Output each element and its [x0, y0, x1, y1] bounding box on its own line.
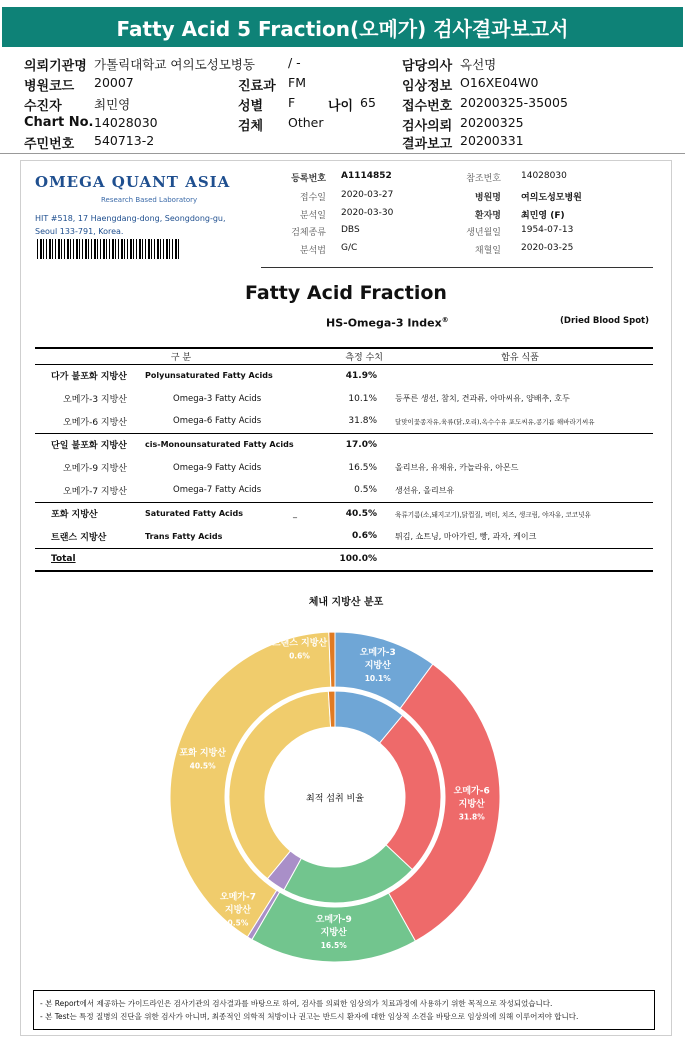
omega7-food: 생선유, 올리브유 [395, 485, 455, 495]
collected-label: 채혈일 [474, 246, 501, 256]
specimen-value: Other [288, 115, 324, 130]
hospital-value: 여의도성모병원 [521, 193, 582, 203]
analyzed-value: 2020-03-30 [341, 208, 394, 218]
omega6-food: 달맞이꽃종자유,육류(닭,오리),옥수수유 포도씨유,콩기름 해바라기씨유 [395, 417, 595, 426]
slice-label-오메가-3-지방산: 오메가-3 [359, 647, 396, 658]
slice-label-포화-지방산: 포화 지방산 [179, 748, 226, 759]
request-label: 검사의뢰 [402, 119, 453, 134]
chart-no-value: 14028030 [94, 115, 158, 130]
dept-value: FM [288, 75, 306, 90]
omega6-en: Omega-6 Fatty Acids [173, 416, 262, 427]
omega3-value: 10.1% [348, 393, 377, 404]
doctor-value: 옥선명 [460, 57, 497, 72]
report-title: Fatty Acid 5 Fraction(오메가) 검사결과보고서 [116, 16, 569, 41]
sfa-food: 육류기름(소,돼지고기),닭껍질, 버터, 치즈, 생크림, 야자유, 코코넛유 [387, 502, 653, 525]
info-divider [0, 153, 685, 154]
patient-info [0, 52, 685, 152]
ref-no-value: 14028030 [521, 171, 567, 181]
hospital-label: 병원명 [474, 193, 501, 203]
slice-value-포화-지방산: 40.5% [189, 761, 216, 771]
patient-value: 최민영 (F) [521, 211, 565, 221]
slice-value-트랜스-지방산: 0.6% [289, 651, 310, 661]
hospital-code-value: 20007 [94, 75, 134, 90]
center-label: 최적 섭취 비율 [306, 794, 364, 804]
dob-value: 1954-07-13 [521, 225, 574, 235]
col-category: 구 분 [35, 348, 327, 364]
omega9-ko: 오메가-9 지방산 [63, 464, 127, 474]
omega9-value: 16.5% [348, 462, 377, 473]
mufa-en: cis-Monounsaturated Fatty Acids [145, 433, 327, 456]
reg-no-label: 등록번호 [291, 174, 326, 184]
omega6-value: 31.8% [348, 416, 377, 427]
omega7-value: 0.5% [354, 485, 377, 496]
age-label: 나이 [328, 99, 354, 114]
omega3-en: Omega-3 Fatty Acids [173, 393, 262, 404]
total-value: 100.0% [327, 548, 387, 571]
result-value: 20200331 [460, 133, 524, 148]
disclaimer-line-2: - 본 Test는 특정 질병의 진단을 위한 검사가 아니며, 최종적인 의학적 처방이나 권고는 반드시 환자에 대한 임상적 소견을 바탕으로 임상의에 의해 이루어져야 합니다. [40, 1012, 579, 1021]
col-food: 함유 식품 [387, 348, 653, 364]
specimen-note: (Dried Blood Spot) [560, 316, 649, 326]
address-line-2: Seoul 133-791, Korea. [35, 227, 124, 236]
tfa-en: Trans Fatty Acids [145, 531, 223, 541]
fatty-acid-donut-chart [21, 161, 673, 981]
lab-report [20, 160, 672, 1036]
omega3-food: 등푸른 생선, 참치, 견과류, 아마씨유, 양배추, 호두 [395, 394, 570, 403]
chart-title: 체내 지방산 분포 [308, 597, 384, 608]
clinical-label: 임상정보 [402, 79, 453, 94]
receipt-value: 20200325-35005 [460, 95, 568, 110]
request-value: 20200325 [460, 115, 524, 130]
analyzed-label: 분석일 [299, 211, 326, 221]
ward-value: / - [288, 55, 301, 70]
sfa-ko: 포화 지방산 [35, 502, 145, 525]
slice-label-오메가-9-지방산: 지방산 [320, 927, 347, 938]
collected-value: 2020-03-25 [521, 243, 574, 253]
received-value: 2020-03-27 [341, 190, 394, 200]
slice-value-오메가-3-지방산: 10.1% [364, 673, 391, 683]
mufa-value: 17.0% [327, 433, 387, 456]
slice-label-오메가-7-지방산: 오메가-7 [219, 892, 257, 903]
slice-label-오메가-6-지방산: 오메가-6 [453, 786, 490, 797]
omega6-ko: 오메가-6 지방산 [63, 417, 127, 428]
sample-type-label: 검체종류 [291, 228, 326, 238]
sex-label: 성별 [238, 99, 264, 114]
tfa-food: 튀김, 쇼트닝, 마아가린, 빵, 과자, 케이크 [395, 531, 537, 541]
total-label: Total [51, 554, 76, 565]
tfa-ko: 트랜스 지방산 [51, 532, 107, 543]
specimen-label: 검체 [238, 119, 264, 134]
logo-tagline: Research Based Laboratory [101, 196, 198, 204]
slice-value-오메가-6-지방산: 31.8% [458, 812, 485, 822]
slice-value-오메가-7-지방산: 0.5% [227, 918, 249, 928]
subtitle-text: HS-Omega-3 Index [326, 316, 442, 330]
pufa-en: Polyunsaturated Fatty Acids [145, 364, 327, 387]
ref-no-label: 참조번호 [466, 174, 501, 184]
doc-title: Fatty Acid Fraction [245, 282, 447, 304]
result-label: 결과보고 [402, 137, 453, 152]
disclaimer-line-1: - 본 Report에서 제공하는 가이드라인은 검사기관의 검사결과를 바탕으로 하여, 검사를 의뢰한 임상의가 치료과정에 사용하기 위한 목적으로 작성되었습니다. [40, 999, 553, 1008]
sfa-mark: _ [293, 509, 297, 519]
tfa-value: 0.6% [352, 531, 377, 542]
resident-label: 주민번호 [24, 137, 75, 152]
receipt-label: 접수번호 [402, 99, 453, 114]
pufa-ko: 다가 불포화 지방산 [35, 364, 145, 387]
report-title-bar [2, 7, 683, 47]
slice-label-오메가-3-지방산: 지방산 [364, 660, 391, 671]
clinical-value: O16XE04W0 [460, 75, 539, 90]
doctor-label: 담당의사 [402, 59, 453, 74]
examinee-label: 수진자 [24, 99, 62, 114]
omega7-en: Omega-7 Fatty Acids [173, 485, 262, 496]
mufa-ko: 단일 불포화 지방산 [35, 433, 145, 456]
dept-label: 진료과 [238, 79, 276, 94]
sex-value: F [288, 95, 296, 110]
sfa-value: 40.5% [327, 502, 387, 525]
address-line-1: HIT #518, 17 Haengdang-dong, Seongdong-gu, [35, 214, 226, 223]
method-label: 분석법 [299, 246, 326, 256]
disclaimer-box [33, 990, 655, 1030]
omega3-ko: 오메가-3 지방산 [63, 395, 127, 405]
method-value: G/C [341, 243, 358, 253]
institution-label: 의뢰기관명 [24, 59, 87, 74]
resident-value: 540713-2 [94, 133, 155, 148]
dob-label: 생년월일 [466, 228, 501, 238]
received-label: 접수일 [299, 193, 326, 203]
age-value: 65 [360, 95, 376, 110]
chart-no-label: Chart No. [24, 115, 94, 130]
slice-label-오메가-6-지방산: 지방산 [458, 799, 485, 810]
reg-no-value: A1114852 [341, 171, 392, 181]
omega9-food: 올리브유, 유채유, 카놀라유, 아몬드 [395, 463, 519, 472]
slice-label-트랜스-지방산: 트랜스 지방산 [271, 638, 328, 649]
col-value: 측정 수치 [327, 348, 387, 364]
sfa-en: Saturated Fatty Acids [145, 509, 243, 519]
patient-label: 환자명 [474, 211, 501, 221]
examinee-value: 최민영 [94, 97, 131, 112]
sample-type-value: DBS [341, 225, 360, 235]
omega-quant-logo: OMEGA QUANT ASIA [35, 173, 231, 191]
registered-mark: ® [441, 316, 449, 324]
pufa-value: 41.9% [327, 364, 387, 387]
institution-value: 가톨릭대학교 여의도성모병동 [94, 57, 255, 72]
slice-label-오메가-7-지방산: 지방산 [224, 905, 252, 916]
slice-value-오메가-9-지방산: 16.5% [320, 940, 347, 950]
slice-label-오메가-9-지방산: 오메가-9 [315, 914, 352, 925]
omega9-en: Omega-9 Fatty Acids [173, 462, 262, 473]
omega7-ko: 오메가-7 지방산 [63, 486, 127, 497]
hospital-code-label: 병원코드 [24, 79, 75, 94]
